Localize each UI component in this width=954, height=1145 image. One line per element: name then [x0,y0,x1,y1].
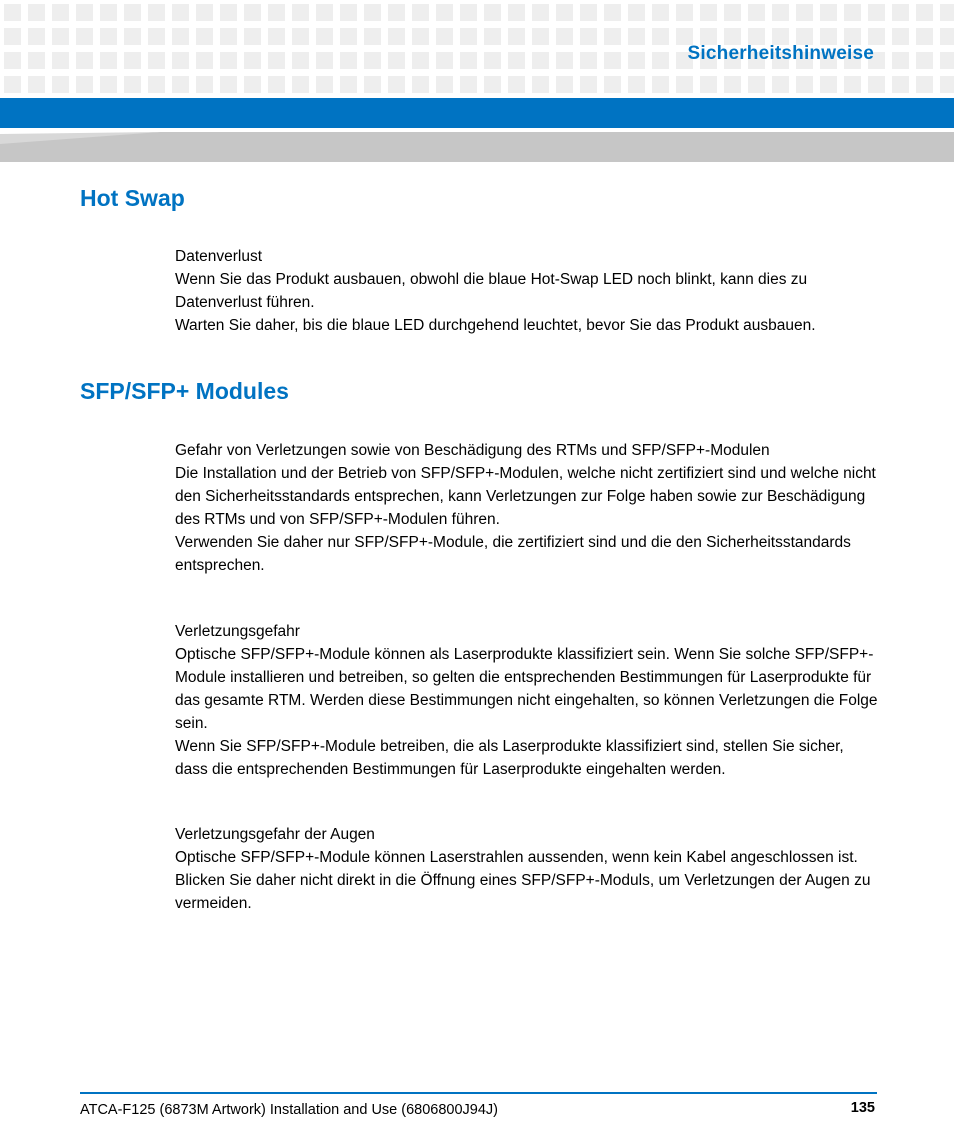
pattern-square [532,52,549,69]
pattern-square [244,76,261,93]
pattern-square [196,4,213,21]
pattern-square [436,28,453,45]
pattern-square [724,76,741,93]
pattern-square [76,76,93,93]
pattern-square [220,76,237,93]
pattern-square [460,76,477,93]
pattern-square [796,4,813,21]
pattern-square [28,28,45,45]
pattern-square [724,4,741,21]
footer-document-title: ATCA-F125 (6873M Artwork) Installation and Use (6806800J94J) [80,1102,499,1118]
footer-rule [80,1092,877,1094]
note-title: Verletzungsgefahr [175,623,300,640]
pattern-square [292,4,309,21]
pattern-square [172,52,189,69]
pattern-square [172,28,189,45]
pattern-square [412,28,429,45]
pattern-square [124,76,141,93]
pattern-square [772,4,789,21]
section-heading-hot-swap: Hot Swap [80,185,185,211]
note-title: Datenverlust [175,248,263,265]
pattern-square [220,28,237,45]
pattern-square [820,76,837,93]
pattern-square [508,28,525,45]
pattern-square [676,4,693,21]
pattern-square [316,28,333,45]
pattern-square [916,52,933,69]
pattern-square [364,4,381,21]
section-heading-sfp-modules: SFP/SFP+ Modules [80,378,289,404]
pattern-square [604,52,621,69]
pattern-square [412,52,429,69]
pattern-square [580,28,597,45]
pattern-square [628,4,645,21]
pattern-square [916,28,933,45]
pattern-square [940,76,954,93]
note-verletzungsgefahr-augen [175,823,880,915]
note-datenverlust [175,245,880,337]
header-blue-bar [0,98,954,128]
pattern-square [196,76,213,93]
pattern-square [316,4,333,21]
pattern-square [940,28,954,45]
pattern-square [148,4,165,21]
pattern-square [4,52,21,69]
page-number: 135 [850,1100,875,1116]
pattern-square [940,4,954,21]
pattern-square [28,4,45,21]
pattern-square [364,28,381,45]
pattern-square [436,52,453,69]
pattern-square [244,52,261,69]
pattern-square [52,76,69,93]
pattern-square [52,28,69,45]
note-verletzungsgefahr [175,620,880,781]
pattern-square [220,52,237,69]
note-title: Verletzungsgefahr der Augen [175,826,375,843]
pattern-square [652,4,669,21]
pattern-square [364,76,381,93]
pattern-square [340,76,357,93]
pattern-square [340,4,357,21]
pattern-square [268,4,285,21]
pattern-square [172,76,189,93]
pattern-square [556,28,573,45]
pattern-square [76,4,93,21]
pattern-square [844,4,861,21]
pattern-square [604,4,621,21]
pattern-square [652,52,669,69]
pattern-square [148,52,165,69]
header-grey-wedge [0,130,954,164]
pattern-square [4,4,21,21]
pattern-square [748,76,765,93]
pattern-square [508,52,525,69]
pattern-square [508,76,525,93]
note-gefahr-verletzungen-beschaedigung [175,439,880,577]
pattern-square [124,52,141,69]
pattern-square [100,28,117,45]
pattern-square [100,76,117,93]
pattern-square [316,76,333,93]
pattern-square [316,52,333,69]
pattern-square [268,52,285,69]
pattern-square [52,4,69,21]
pattern-square [172,4,189,21]
pattern-square [892,52,909,69]
pattern-square [748,4,765,21]
running-header-title: Sicherheitshinweise [687,43,874,64]
pattern-square [532,28,549,45]
pattern-square [508,4,525,21]
pattern-square [244,28,261,45]
pattern-square [868,76,885,93]
pattern-square [676,76,693,93]
pattern-square [532,4,549,21]
pattern-square [772,76,789,93]
pattern-square [4,76,21,93]
note-text: Wenn Sie SFP/SFP+-Module betreiben, die als Laserprodukte klassifiziert sind, stellen Sie sicher, dass die entsprechenden Bestimmungen für Laserprodukte eingehalten werden. [175,738,844,778]
pattern-square [892,76,909,93]
pattern-square [916,76,933,93]
pattern-square [820,4,837,21]
pattern-square [196,52,213,69]
pattern-square [892,4,909,21]
pattern-square [76,52,93,69]
pattern-square [292,52,309,69]
pattern-square [460,52,477,69]
note-text: Wenn Sie das Produkt ausbauen, obwohl die blaue Hot-Swap LED noch blinkt, kann dies zu Datenverlust führen. [175,271,808,311]
pattern-square [604,28,621,45]
pattern-square [220,4,237,21]
pattern-square [28,52,45,69]
pattern-square [628,76,645,93]
pattern-square [844,76,861,93]
pattern-square [556,4,573,21]
pattern-square [460,4,477,21]
pattern-square [268,28,285,45]
pattern-square [700,76,717,93]
pattern-square [412,4,429,21]
pattern-square [388,4,405,21]
pattern-square [148,76,165,93]
pattern-square [916,4,933,21]
pattern-square [388,76,405,93]
pattern-square [940,52,954,69]
note-text: Optische SFP/SFP+-Module können als Laserprodukte klassifiziert sein. Wenn Sie solche SFP/SFP+-Module installieren und betreiben, so gelten die entsprechenden Bestimmungen für Laserprodukte für das gesamte RTM. Werden diese Bestimmungen nicht eingehalten, so können Verletzungen die Folge sein. [175,646,878,732]
pattern-square [484,4,501,21]
pattern-square [892,28,909,45]
pattern-square [28,76,45,93]
pattern-square [412,76,429,93]
note-text: Warten Sie daher, bis die blaue LED durchgehend leuchtet, bevor Sie das Produkt ausbauen. [175,317,816,334]
note-text: Optische SFP/SFP+-Module können Laserstrahlen aussenden, wenn kein Kabel angeschlossen ist. [175,849,858,866]
pattern-square [436,76,453,93]
pattern-square [148,28,165,45]
pattern-square [388,28,405,45]
pattern-square [796,76,813,93]
pattern-square [628,52,645,69]
pattern-square [700,4,717,21]
pattern-square [556,52,573,69]
pattern-square [124,4,141,21]
pattern-square [652,76,669,93]
note-title: Gefahr von Verletzungen sowie von Beschädigung des RTMs und SFP/SFP+-Modulen [175,442,770,459]
pattern-square [580,52,597,69]
pattern-square [556,76,573,93]
pattern-square [628,28,645,45]
pattern-square [292,28,309,45]
pattern-square [484,28,501,45]
pattern-square [52,52,69,69]
note-text: Verwenden Sie daher nur SFP/SFP+-Module, die zertifiziert sind und die den Sicherheitsstandards entsprechen. [175,534,851,574]
pattern-square [484,76,501,93]
pattern-square [388,52,405,69]
pattern-square [124,28,141,45]
pattern-square [292,76,309,93]
pattern-square [196,28,213,45]
pattern-square [4,28,21,45]
pattern-square [100,52,117,69]
pattern-square [484,52,501,69]
pattern-square [340,52,357,69]
pattern-square [340,28,357,45]
pattern-square [364,52,381,69]
note-text: Die Installation und der Betrieb von SFP/SFP+-Modulen, welche nicht zertifiziert sind und welche nicht den Sicherheitsstandards entsprechen, kann Verletzungen zur Folge haben sowie zur Beschädigung des RTMs und von SFP/SFP+-Modulen führen. [175,465,876,528]
pattern-square [268,76,285,93]
pattern-square [100,4,117,21]
pattern-square [460,28,477,45]
pattern-square [436,4,453,21]
pattern-square [532,76,549,93]
note-text: Blicken Sie daher nicht direkt in die Öffnung eines SFP/SFP+-Moduls, um Verletzungen der Augen zu vermeiden. [175,872,871,912]
pattern-square [604,76,621,93]
pattern-square [580,76,597,93]
pattern-square [76,28,93,45]
pattern-square [652,28,669,45]
pattern-square [580,4,597,21]
pattern-square [868,4,885,21]
pattern-square [244,4,261,21]
